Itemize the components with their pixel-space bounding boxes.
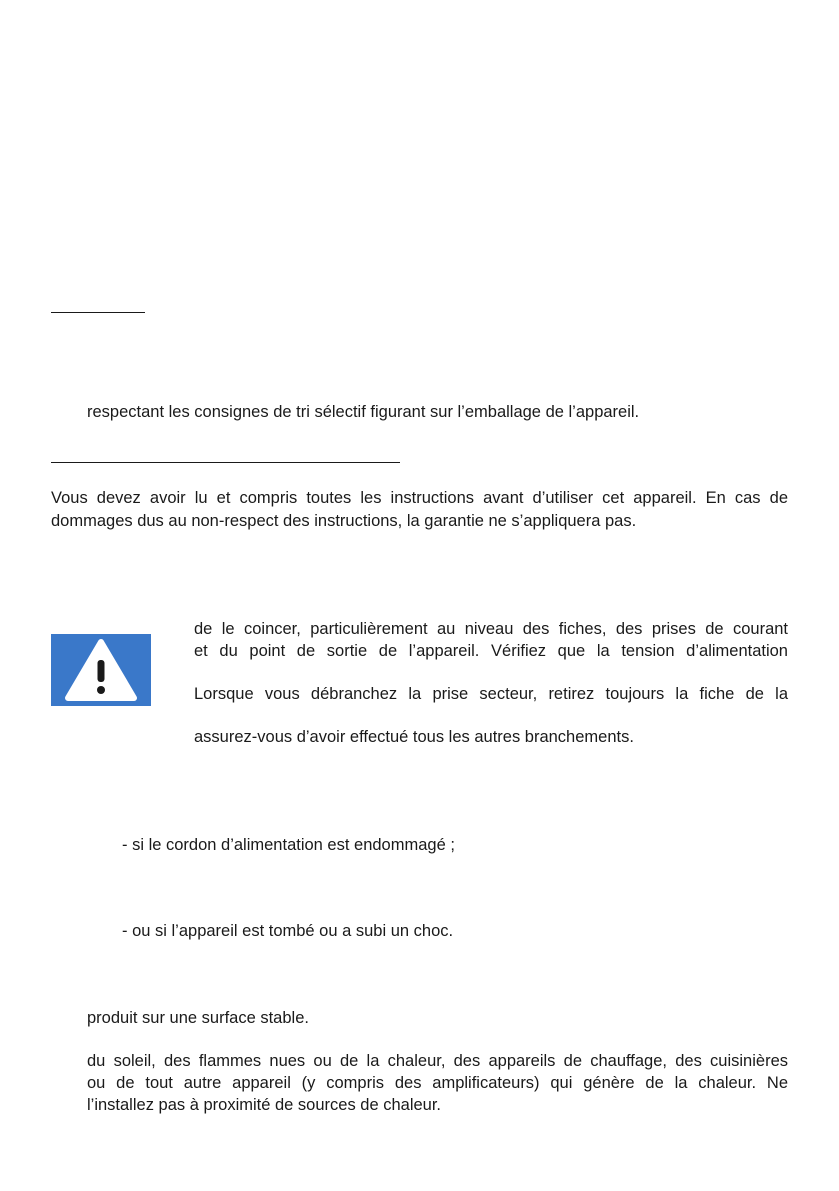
- connect-line: assurez-vous d’avoir effectué tous les autres branchements.: [194, 728, 634, 746]
- warning-icon: [51, 634, 151, 706]
- heat-line-3: l’installez pas à proximité de sources de chaleur.: [87, 1096, 442, 1114]
- bullet-cord-damaged: - si le cordon d’alimentation est endommagé ;: [122, 836, 455, 854]
- section-underline-long: [51, 462, 400, 463]
- intro-line-2: dommages dus au non-respect des instructions, la garantie ne s’appliquera pas.: [51, 512, 637, 530]
- intro-line-1: Vous devez avoir lu et compris toutes les instructions avant d’utiliser cet appareil. En cas de: [51, 489, 788, 507]
- sorting-line: respectant les consignes de tri sélectif figurant sur l’emballage de l’appareil.: [87, 403, 640, 421]
- stable-surface-line: produit sur une surface stable.: [87, 1009, 309, 1027]
- heat-line-2: ou de tout autre appareil (y compris des amplificateurs) qui génère de la chaleur. Ne: [87, 1074, 788, 1092]
- unplug-line: Lorsque vous débranchez la prise secteur, retirez toujours la fiche de la: [194, 685, 788, 703]
- cord-line-2: et du point de sortie de l’appareil. Vérifiez que la tension d’alimentation: [194, 642, 788, 660]
- heat-line-1: du soleil, des flammes nues ou de la chaleur, des appareils de chauffage, des cuisinières: [87, 1052, 788, 1070]
- bullet-device-fallen: - ou si l’appareil est tombé ou a subi un choc.: [122, 922, 454, 940]
- warning-triangle-icon: [51, 634, 151, 706]
- cord-line-1: de le coincer, particulièrement au niveau des fiches, des prises de courant: [194, 620, 788, 638]
- section-underline-short: [51, 312, 145, 313]
